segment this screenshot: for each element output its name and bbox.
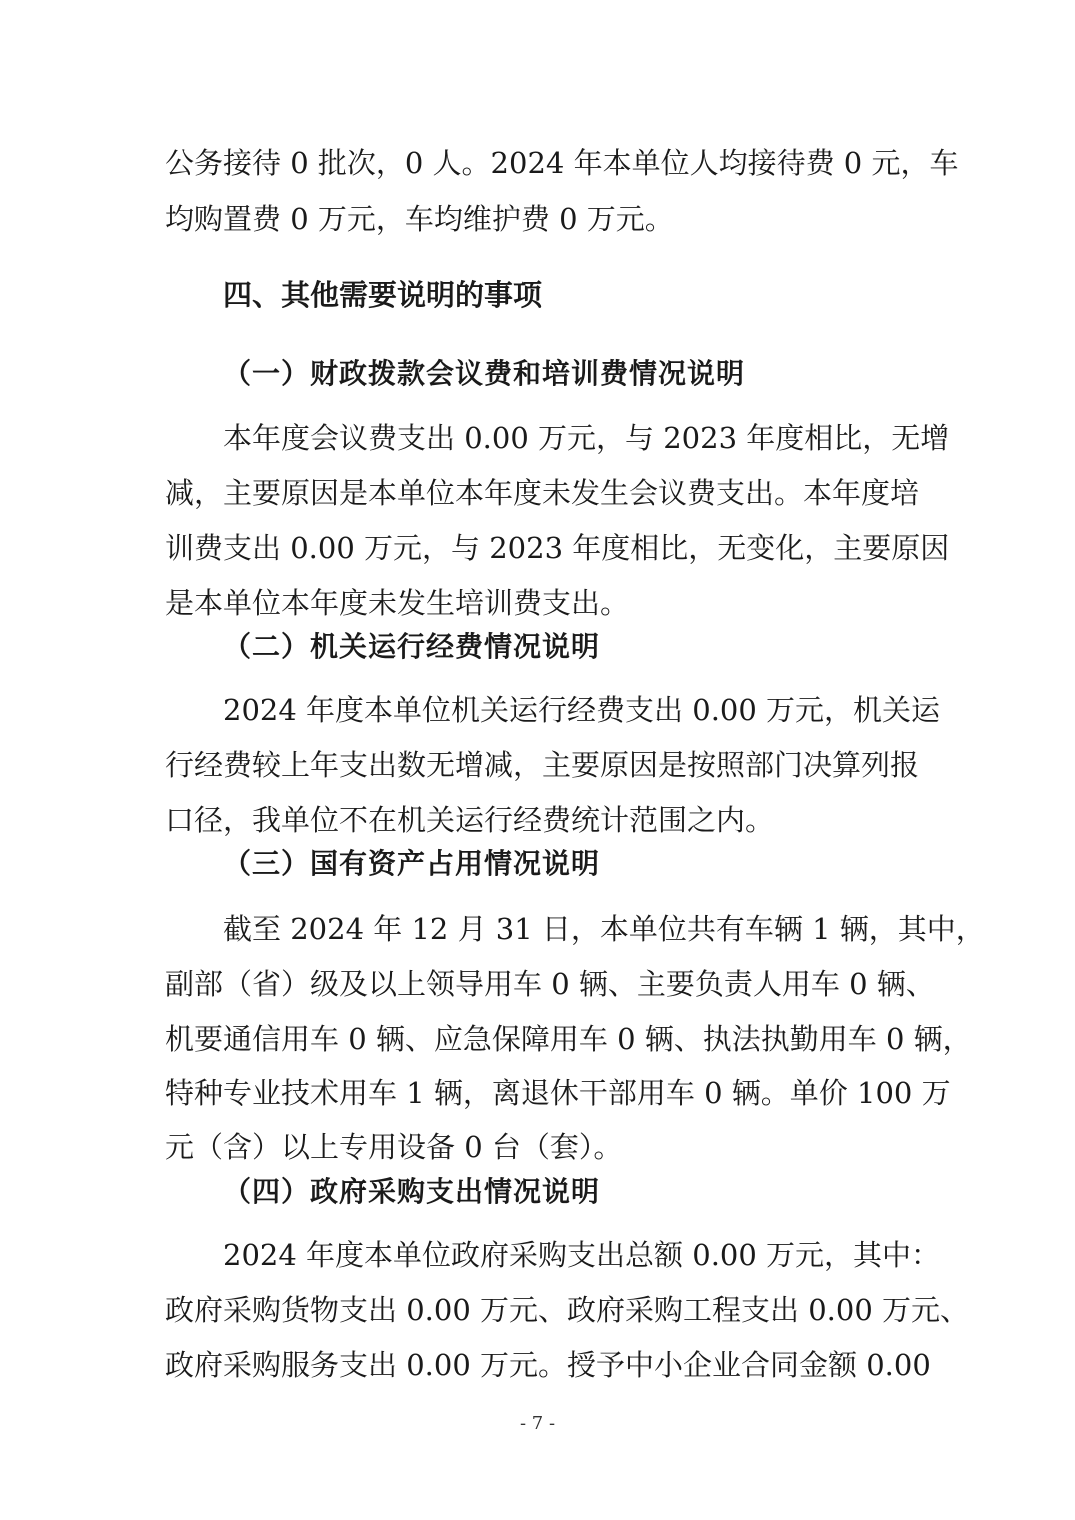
page-number: - 7 - [519, 1413, 556, 1434]
subsection-heading: （三）国有资产占用情况说明 [223, 847, 601, 880]
text-line: 行经费较上年支出数无增减，主要原因是按照部门决算列报 [165, 748, 920, 782]
text-line: 公务接待 0 批次，0 人。2024 年本单位人均接待费 0 元，车 [165, 146, 959, 180]
text-line: 截至 2024 年 12 月 31 日，本单位共有车辆 1 辆，其中， [223, 912, 985, 946]
text-line: 2024 年度本单位机关运行经费支出 0.00 万元，机关运 [223, 693, 941, 727]
text-line: 元（含）以上专用设备 0 台（套）。 [165, 1130, 623, 1164]
text-line: 2024 年度本单位政府采购支出总额 0.00 万元，其中： [223, 1238, 941, 1272]
text-line: 机要通信用车 0 辆、应急保障用车 0 辆、执法执勤用车 0 辆， [165, 1022, 972, 1056]
text-line: 特种专业技术用车 1 辆，离退休干部用车 0 辆。单价 100 万 [165, 1076, 951, 1110]
text-line: 政府采购服务支出 0.00 万元。授予中小企业合同金额 0.00 [165, 1348, 931, 1382]
subsection-heading: （二）机关运行经费情况说明 [223, 630, 601, 663]
text-line: 均购置费 0 万元，车均维护费 0 万元。 [165, 202, 674, 236]
subsection-heading: （一）财政拨款会议费和培训费情况说明 [223, 357, 746, 390]
text-line: 训费支出 0.00 万元，与 2023 年度相比，无变化，主要原因 [165, 531, 950, 565]
text-line: 是本单位本年度未发生培训费支出。 [165, 586, 630, 620]
text-line: 政府采购货物支出 0.00 万元、政府采购工程支出 0.00 万元、 [165, 1293, 970, 1327]
text-line: 口径，我单位不在机关运行经费统计范围之内。 [165, 803, 775, 837]
text-line: 副部（省）级及以上领导用车 0 辆、主要负责人用车 0 辆、 [165, 967, 935, 1001]
text-line: 本年度会议费支出 0.00 万元，与 2023 年度相比，无增 [223, 421, 950, 455]
text-line: 减，主要原因是本单位本年度未发生会议费支出。本年度培 [165, 476, 920, 510]
section-heading: 四、其他需要说明的事项 [223, 278, 543, 312]
subsection-heading: （四）政府采购支出情况说明 [223, 1175, 601, 1208]
